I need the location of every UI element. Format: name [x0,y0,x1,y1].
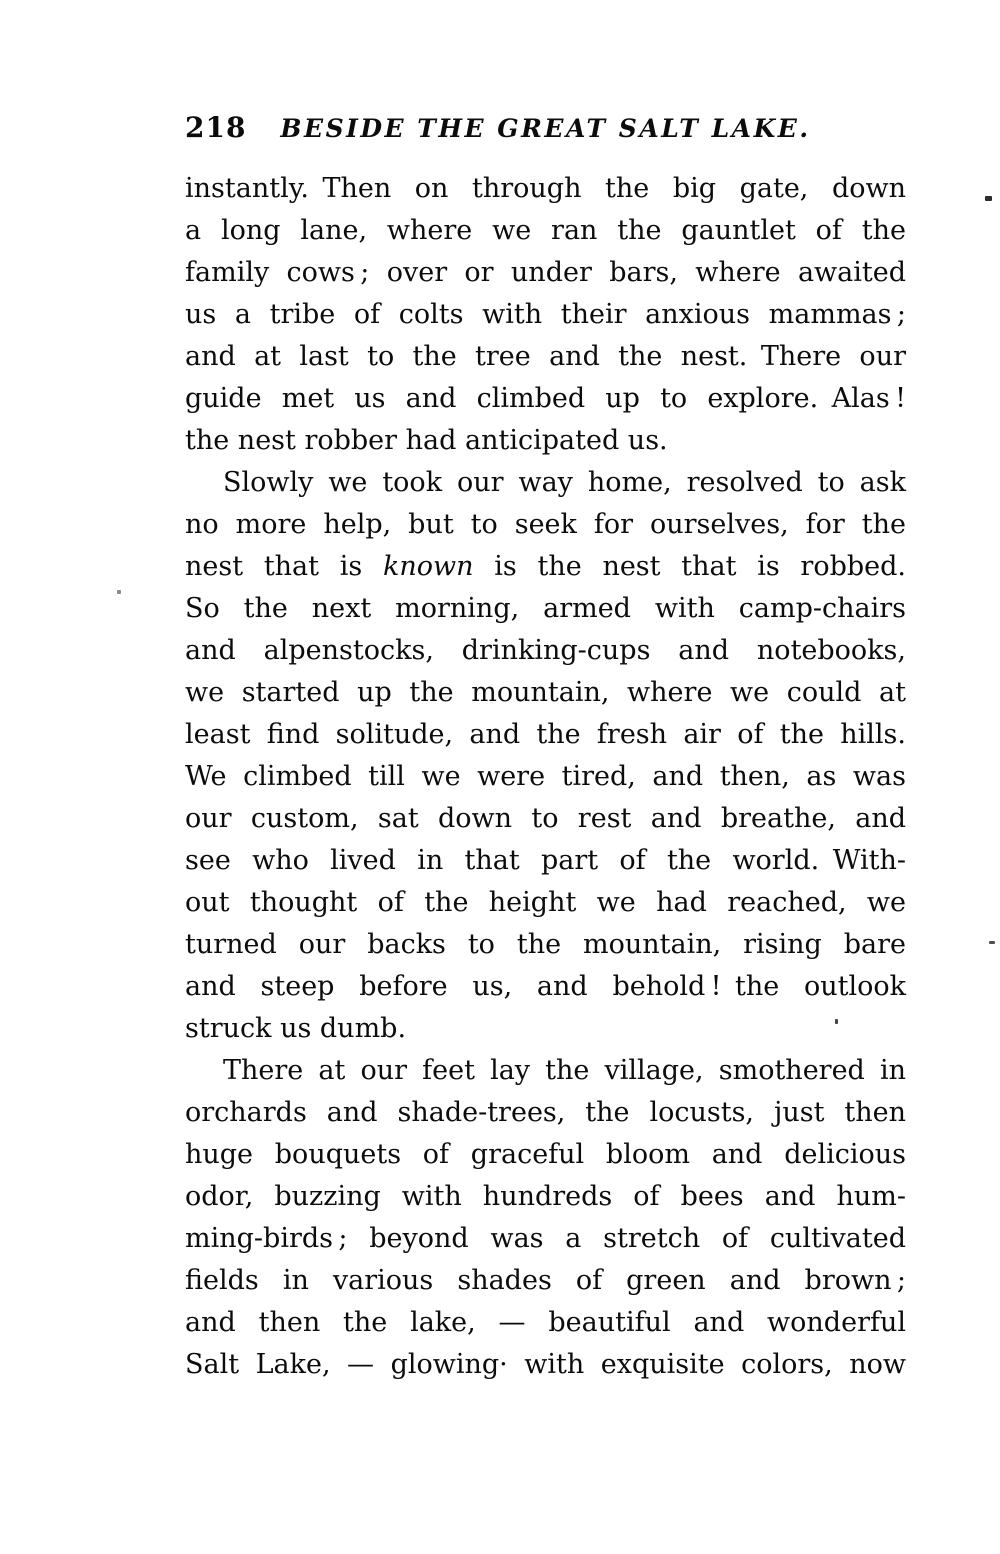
paragraph [185,462,906,1050]
paragraph [185,168,906,462]
text-line: There at our feet lay the village, smothered in [223,1055,906,1086]
text-line: We climbed till we were tired, and then, as was [185,761,906,792]
text-line: guide met us and climbed up to explore. Alas ! [185,383,906,414]
text-line: no more help, but to seek for ourselves, for the [185,509,906,540]
text-line: huge bouquets of graceful bloom and delicious [185,1139,906,1170]
text-line: least find solitude, and the fresh air of the hills. [185,719,906,750]
text-line: ming-birds ; beyond was a stretch of cultivated [185,1223,906,1254]
running-title: BESIDE THE GREAT SALT LAKE. [280,114,811,143]
text-line: a long lane, where we ran the gauntlet of the [185,215,906,246]
text-line: out thought of the height we had reached, we [185,887,906,918]
text-line: and at last to the tree and the nest. There our [185,341,906,372]
text-line: odor, buzzing with hundreds of bees and hum- [185,1181,906,1212]
scan-speck [989,941,995,944]
text-line: the nest robber had anticipated us. [185,425,668,456]
page-number: 218 [185,111,247,144]
text-line: turned our backs to the mountain, rising bare [185,929,906,960]
text-line: and steep before us, and behold ! the outlook [185,971,906,1002]
text-line: we started up the mountain, where we could at [185,677,906,708]
scan-speck [985,196,992,201]
text-line: us a tribe of colts with their anxious mammas ; [185,299,906,330]
text-line: orchards and shade-trees, the locusts, just then [185,1097,906,1128]
text-line: see who lived in that part of the world. With- [185,845,906,876]
text-line: and then the lake, — beautiful and wonderful [185,1307,906,1338]
text-line: struck us dumb. [185,1013,407,1044]
text-line: instantly. Then on through the big gate, down [185,173,906,204]
text-line: family cows ; over or under bars, where awaited [185,257,906,288]
scan-speck [835,1019,838,1024]
page-header [185,110,906,148]
text-line: fields in various shades of green and brown ; [185,1265,906,1296]
text-line: and alpenstocks, drinking-cups and notebooks, [185,635,906,666]
text-line: nest that is known is the nest that is robbed. [185,551,906,582]
text-line: Salt Lake, — glowing· with exquisite colors, now [185,1349,906,1380]
scan-speck [117,590,121,594]
paragraph [185,1050,906,1386]
text-line: Slowly we took our way home, resolved to ask [223,467,906,498]
text-line: our custom, sat down to rest and breathe, and [185,803,906,834]
text-block [185,168,906,1386]
text-line: So the next morning, armed with camp-chairs [185,593,906,624]
